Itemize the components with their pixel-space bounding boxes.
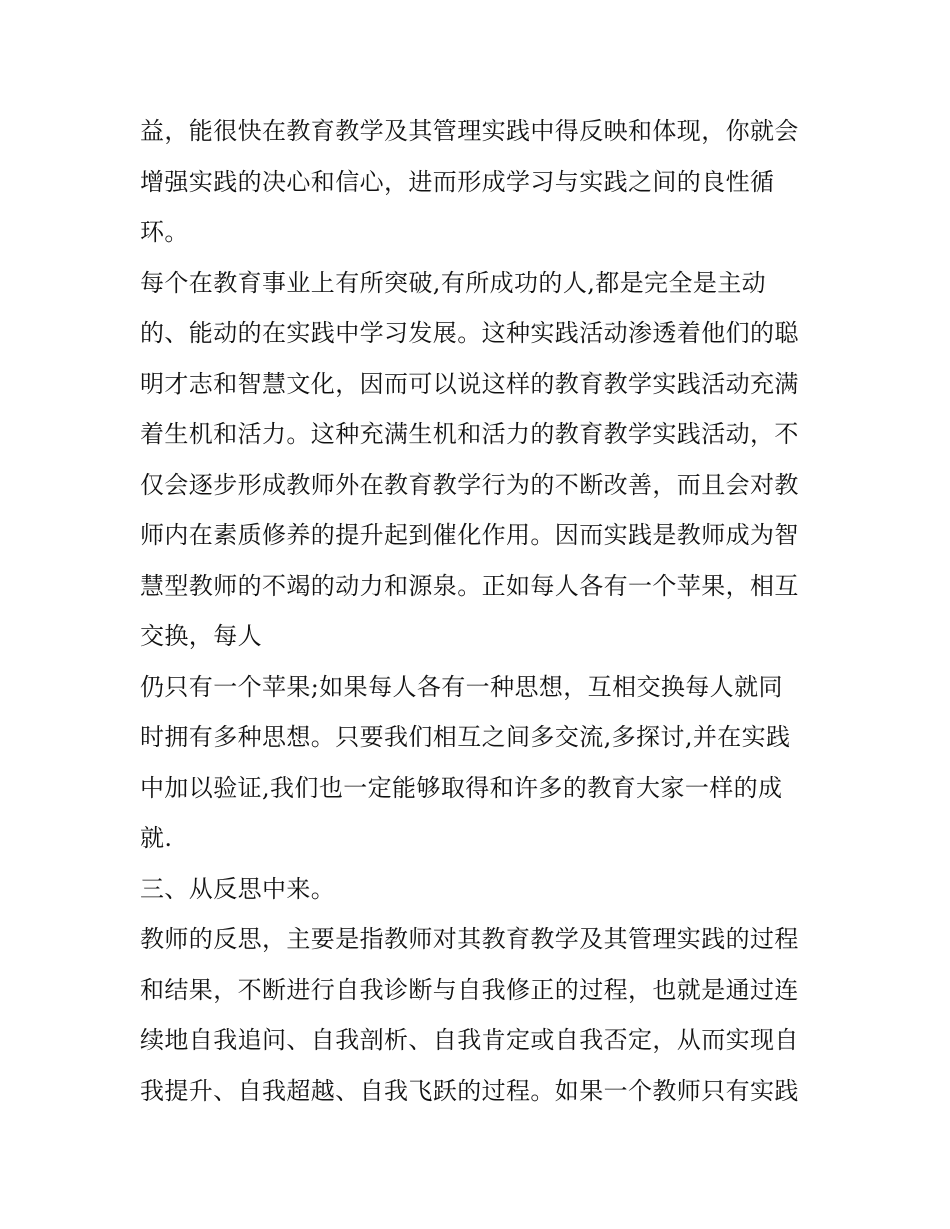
text-line: 续地自我追问、自我剖析、自我肯定或自我否定，从而实现自	[140, 1026, 799, 1054]
text-line: 增强实践的决心和信心，进而形成学习与实践之间的良性循	[140, 167, 775, 196]
text-line: 每个在教育事业上有所突破,有所成功的人,都是完全是主动	[140, 268, 767, 297]
text-line: 和结果，不断进行自我诊断与自我修正的过程，也就是通过连	[140, 975, 799, 1004]
text-line: 仅会逐步形成教师外在教育教学行为的不断改善，而且会对教	[140, 470, 799, 499]
text-line: 益，能很快在教育教学及其管理实践中得反映和体现，你就会	[140, 117, 799, 145]
text-line: 我提升、自我超越、自我飞跃的过程。如果一个教师只有实践	[140, 1076, 799, 1105]
body-text	[140, 106, 840, 1116]
text-line: 就.	[140, 824, 173, 852]
text-line: 中加以验证,我们也一定能够取得和许多的教育大家一样的成	[140, 773, 783, 802]
text-line: 仍只有一个苹果;如果每人各有一种思想，互相交换每人就同	[140, 672, 783, 701]
text-line: 的、能动的在实践中学习发展。这种实践活动渗透着他们的聪	[140, 319, 799, 347]
text-line: 明才志和智慧文化，因而可以说这样的教育教学实践活动充满	[140, 369, 799, 398]
section-heading: 三、从反思中来。	[140, 874, 336, 903]
text-line: 师内在素质修养的提升起到催化作用。因而实践是教师成为智	[140, 521, 799, 549]
text-line: 交换，每人	[140, 622, 262, 650]
text-line: 着生机和活力。这种充满生机和活力的教育教学实践活动，不	[140, 420, 799, 448]
text-line: 教师的反思，主要是指教师对其教育教学及其管理实践的过程	[140, 925, 799, 953]
text-line: 环。	[140, 218, 189, 246]
text-line: 时拥有多种思想。只要我们相互之间多交流,多探讨,并在实践	[140, 723, 791, 751]
text-line: 慧型教师的不竭的动力和源泉。正如每人各有一个苹果，相互	[140, 571, 799, 600]
